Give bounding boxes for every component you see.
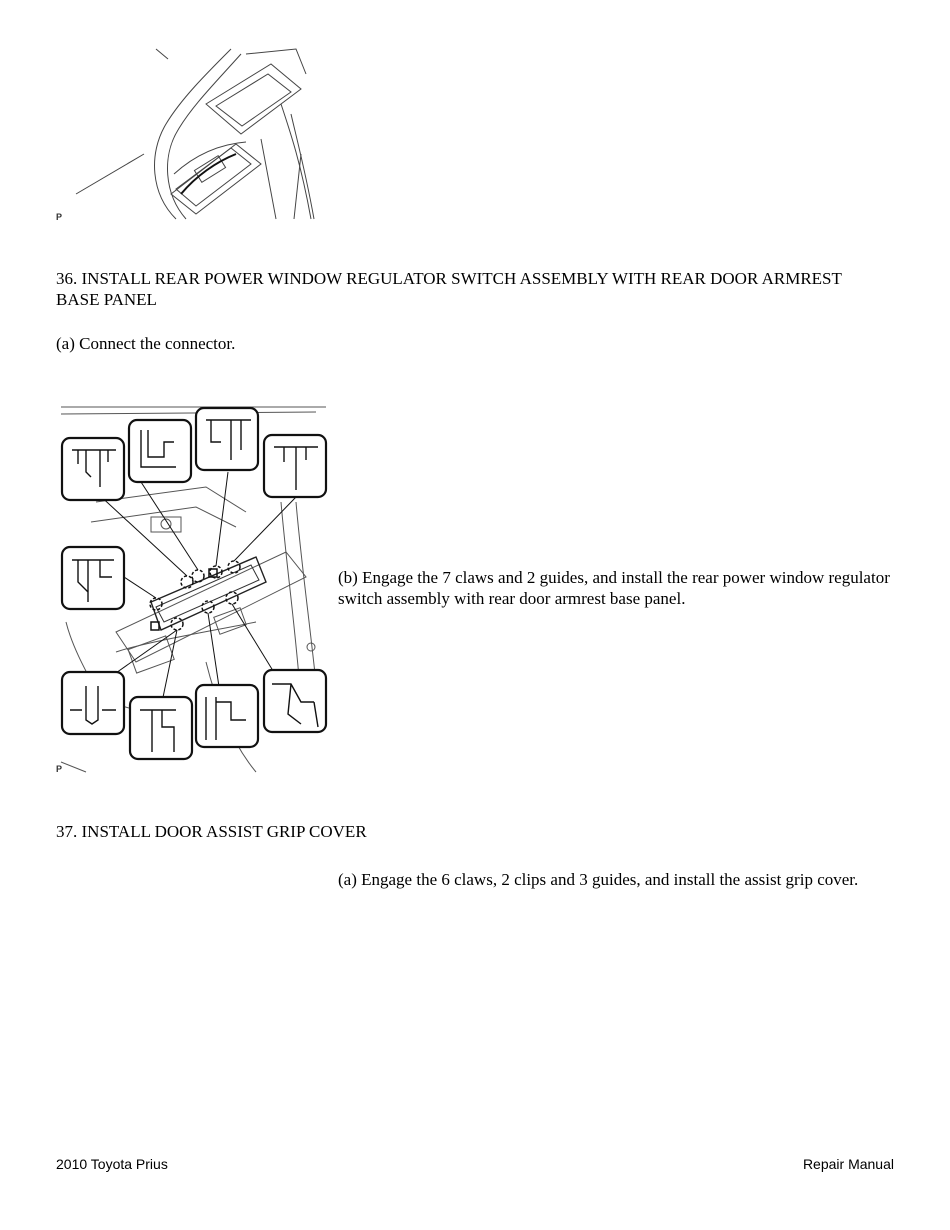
step-37-heading: 37. INSTALL DOOR ASSIST GRIP COVER bbox=[56, 822, 367, 841]
figure-1 bbox=[56, 44, 316, 224]
step-36-heading: 36. INSTALL REAR POWER WINDOW REGULATOR SWITCH ASSEMBLY WITH REAR DOOR ARMREST BASE PANEL bbox=[56, 269, 842, 309]
figure-2-drawing bbox=[56, 402, 331, 777]
figure-1-tag: P bbox=[56, 212, 63, 222]
footer-left: 2010 Toyota Prius bbox=[56, 1156, 168, 1172]
figure-2-tag: P bbox=[56, 764, 63, 774]
step-36-a-text: (a) Connect the connector. bbox=[56, 334, 236, 353]
footer-right: Repair Manual bbox=[802, 1156, 894, 1172]
figure-1-drawing bbox=[56, 44, 316, 224]
step-36-b-text: (b) Engage the 7 claws and 2 guides, and install the rear power window regulator switch assembly with rear door armrest base panel. bbox=[338, 568, 890, 608]
step-37-a-text: (a) Engage the 6 claws, 2 clips and 3 guides, and install the assist grip cover. bbox=[338, 870, 859, 889]
figure-2 bbox=[56, 402, 331, 777]
